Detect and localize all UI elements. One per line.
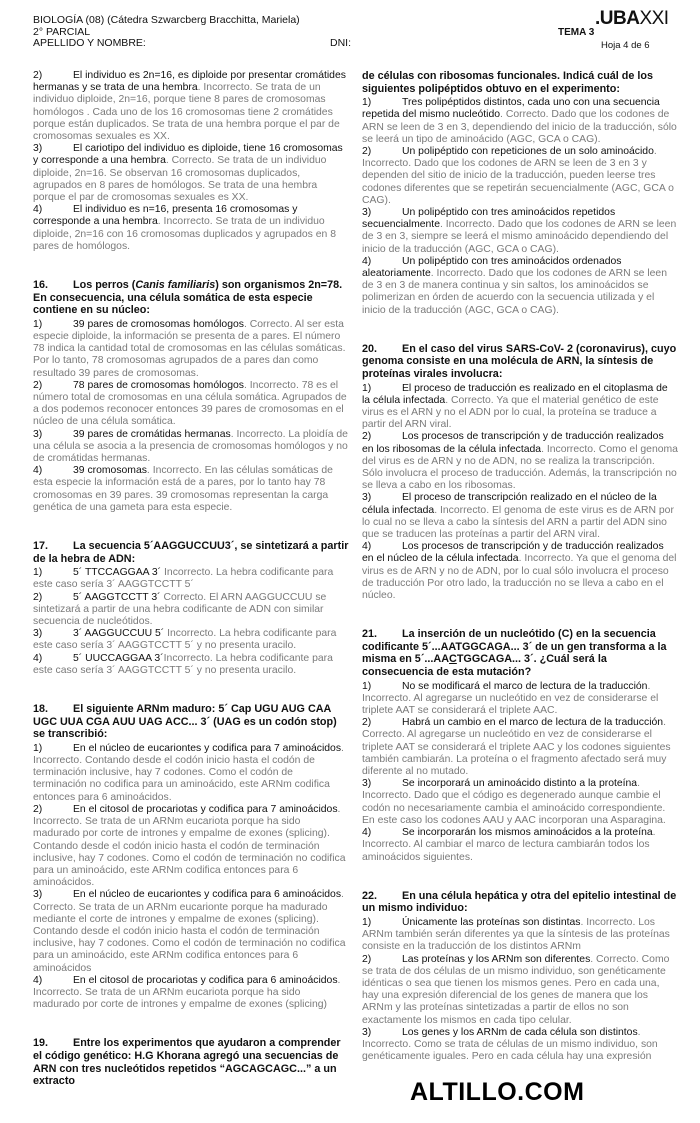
- option-explanation: . Incorrecto. Contando desde el codón inicio hasta el codón de terminación inclusive, hay 7 codones. Como el codón de terminación no codifica para un aminoácido, este ARNm codifica entonces para 6 aminoácidos.: [33, 742, 344, 803]
- option-statement: Los procesos de transcripción y de traducción realizados en los ribosomas de la célula infectada: [362, 431, 664, 455]
- underlined-nucleotide: C: [449, 653, 457, 666]
- answer-option: [33, 70, 349, 143]
- option-number: 3): [33, 889, 43, 901]
- option-number: 3): [33, 628, 43, 640]
- option-number: 2): [362, 146, 372, 157]
- question-text: La inserción de un nucleótido (C) en la secuencia codificante 5´...AATGGCAGA... 3´ de un gen transforma a la misma en 5´...AA: [362, 628, 667, 666]
- option-explanation: . Incorrecto. Dado que el código es degenerado aunque cambie el codón no necesariamente cambia el aminoácido correspondiente. En este caso los codones AAU y AAC incorporan una Asparagina.: [362, 778, 666, 826]
- question-prompt: [362, 890, 678, 915]
- option-statement: Tres polipéptidos distintos, cada uno con una secuencia repetida del mismo nucleótido: [362, 97, 660, 121]
- answer-option: [33, 804, 349, 889]
- name-label: APELLIDO Y NOMBRE:: [33, 37, 146, 49]
- answer-option: [362, 954, 678, 1027]
- option-number: 1): [33, 318, 43, 330]
- option-explanation: . Incorrecto. Dado que los codones de ARN se leen de 3 en 3 y dependen del sitio de inicio de la traducción, pueden leerse tres codones diferentes que se repetirán secuencialmente (AGC, GCA o CAG).: [362, 146, 674, 206]
- option-statement: El proceso de traducción es realizado en el citoplasma de la célula infectada: [362, 382, 668, 406]
- answer-option: [362, 541, 678, 602]
- option-statement: En el núcleo de eucariontes y codifica para 6 aminoácidos: [73, 889, 342, 901]
- option-statement: El individuo es n=16, presenta 16 cromosomas y corresponde a una hembra: [33, 204, 298, 228]
- question-text: Entre los experimentos que ayudaron a comprender el código genético: H.G Khorana agregó una secuencias de ARN con tres nucleótidos repetidos “AGCAGCAGC...” a un extracto: [33, 1037, 341, 1088]
- option-statement: El proceso de transcripción realizado en el núcleo de la célula infectada: [362, 492, 657, 516]
- option-explanation: . Incorrecto. Se trata de un individuo diploide, 2n=16, porque tiene 8 pares de cromosomas homólogos . Cada uno de los 16 cromosomas tiene 2 cromátides porque están duplicados. Se trata de una hembra porque el par de cromosomas sexuales es XX.: [33, 82, 340, 143]
- dni-label: DNI:: [330, 37, 351, 49]
- answer-option: [33, 628, 349, 652]
- question-text: En una célula hepática y otra del epitelio intestinal de un mismo individuo:: [362, 889, 677, 915]
- answer-option: [362, 681, 678, 718]
- option-statement: El cariotipo del individuo es diploide, tiene 16 cromosomas y corresponde a una hembra: [33, 143, 343, 167]
- question-number: 18.: [33, 703, 49, 716]
- right-column: [362, 70, 678, 1113]
- option-explanation: . Incorrecto. Al cambiar el marco de lectura cambiarán todos los aminoácidos siguientes.: [362, 827, 656, 863]
- question-prompt: [362, 343, 678, 381]
- question-number: 22.: [362, 889, 378, 902]
- option-explanation: . Correcto. Como se trata de dos células de un mismo individuo, son genéticamente idénticas o sea que tienen los mismos genes. Pero en cada una, hay una expresión diferencial de los genes de manera que los ARNm y las proteínas sintetizadas a partir de ellos no son exactamente los mismos en cada tipo celular.: [362, 953, 670, 1026]
- question-number: 17.: [33, 540, 49, 553]
- question-text: de células con ribosomas funcionales. Indicá cuál de los siguientes polipéptidos obtuvo en el experimento:: [362, 70, 654, 95]
- option-explanation: . Incorrecto. Como se trata de células de un mismo individuo, son genéticamente iguales. Pero en cada célula hay una expresión: [362, 1026, 658, 1063]
- option-number: 4): [362, 255, 372, 267]
- option-statement: 39 cromosomas: [73, 465, 147, 477]
- answer-option: [362, 146, 678, 207]
- option-number: 2): [33, 803, 43, 815]
- answer-option: [33, 653, 349, 677]
- option-number: 4): [33, 974, 43, 986]
- option-explanation: . Incorrecto. Dado que los codones de ARN se leen de 3 en 3, siempre se leerá el mismo aminoácido dependiendo del inicio de la traducción (AGC, GCA o CAG).: [362, 219, 677, 255]
- option-statement: 5´ UUCCAGGAA 3´: [73, 652, 164, 664]
- option-statement: Un polipéptido con tres aminoácidos repetidos secuencialmente: [362, 207, 616, 231]
- answer-option: [362, 827, 678, 864]
- answer-option: [362, 717, 678, 778]
- question-block: [33, 1037, 349, 1087]
- option-explanation: . Incorrecto. Los ARNm también serán diferentes ya que la síntesis de las proteínas consiste en la traducción de los distintos ARNm: [362, 916, 670, 953]
- option-number: 1): [33, 742, 43, 754]
- option-number: 3): [362, 207, 372, 219]
- question-block: [362, 890, 678, 1064]
- option-number: 1): [362, 97, 372, 109]
- option-number: 2): [362, 717, 372, 729]
- option-statement: 39 pares de cromosomas homólogos: [73, 318, 244, 330]
- option-number: 2): [33, 70, 43, 81]
- option-number: 1): [362, 680, 372, 692]
- question-number: 19.: [33, 1037, 49, 1050]
- option-statement: Se incorporará un aminoácido distinto a la proteína: [402, 778, 638, 790]
- option-number: 1): [362, 916, 372, 928]
- question-prompt: [33, 540, 349, 565]
- option-statement: Habrá un cambio en el marco de lectura de la traducción: [402, 717, 664, 729]
- tema-label: TEMA 3: [558, 27, 595, 38]
- option-explanation: . Incorrecto. La ploidía de una célula se asocia a la presencia de cromosomas homólogos y no de cromátidas hermanas.: [33, 428, 348, 465]
- option-number: 2): [362, 431, 372, 443]
- question-number: 16.: [33, 279, 49, 292]
- option-explanation: . Correcto. Ya que el material genético de este virus es el ARN y no el ADN por lo cual, la proteína se traduce a partir del ARN viral.: [362, 394, 659, 431]
- question-block: [362, 70, 678, 317]
- option-explanation: . Incorrecto. Ya que el genoma del virus es de ARN y no de ADN, por lo cual sólo involucra el proceso de traducción Por otro lado, la traducción no se lleva a cabo en el núcleo.: [362, 553, 677, 602]
- exam-name: 2° PARCIAL: [33, 25, 91, 38]
- answer-option: [362, 383, 678, 432]
- answer-option: [33, 465, 349, 514]
- option-explanation: . Incorrecto. Se trata de un ARNm eucariota porque ha sido madurado por corte de intrones y empalme de exones (splicing): [33, 974, 341, 1011]
- option-explanation: . Incorrecto. Como el genoma del virus es de ARN y no de ADN, no se realiza la transcripción. Sólo involucra el proceso de traducción. Además, la transcripción no se lleva a cabo en los ribosomas.: [362, 443, 678, 492]
- option-statement: Los genes y los ARNm de cada célula son distintos: [402, 1026, 638, 1038]
- option-number: 4): [362, 827, 372, 839]
- option-explanation: . Correcto. Se trata de un individuo diploide, 2n=16. Se observan 16 cromosomas duplicados, agrupados en 8 pares de homólogos. Se trata de una hembra porque el par de cromosomas sexuales es XX.: [33, 155, 327, 204]
- option-number: 4): [33, 204, 43, 216]
- document-header: [33, 15, 300, 50]
- answer-option: [33, 975, 349, 1012]
- uba-xxi-logo: [595, 8, 669, 30]
- answer-option: [362, 97, 678, 146]
- option-statement: Las proteínas y los ARNm son diferentes: [402, 953, 591, 965]
- option-explanation: . Correcto. Se trata de un ARNm eucarionte porque ha madurado mediante el corte de intrones y empalme de exones (splicing). Contando desde el codón inicio hasta el codón de terminación inclusive, hay 7 codones. Como el codón de terminación no codifica para un aminoácido, este ARNm codifica entonces para 6 aminoácidos: [33, 889, 346, 974]
- option-statement: Únicamente las proteínas son distintas: [402, 916, 581, 928]
- option-explanation: . Incorrecto. Al agregarse un nucleótido en vez de considerarse el triplete AAT se considerará el triplete AAC.: [362, 680, 659, 717]
- option-statement: El individuo es 2n=16, es diploide por presentar cromátides hermanas y se trata de una hembra: [33, 70, 346, 94]
- answer-option: [362, 778, 678, 827]
- option-statement: Un polipéptido con repeticiones de un solo aminoácido: [402, 146, 654, 157]
- option-statement: 78 pares de cromosomas homólogos: [73, 379, 244, 391]
- option-number: 4): [362, 541, 372, 553]
- course-title: BIOLOGÍA (08) (Cátedra Szwarcberg Bracchitta, Mariela): [33, 14, 300, 26]
- option-statement: 39 pares de cromátidas hermanas: [73, 428, 231, 440]
- answer-option: [33, 380, 349, 429]
- question-prompt: [362, 70, 678, 95]
- logo-main: .UBA: [595, 8, 640, 29]
- question-prompt: [33, 703, 349, 741]
- option-number: 2): [33, 379, 43, 391]
- option-explanation: Incorrecto. La hebra codificante para este caso sería 3´ AAGGTCCTT 5´ y no presenta uracilo.: [33, 652, 333, 676]
- answer-option: [33, 592, 349, 629]
- option-explanation: Incorrecto. La hebra codificante para este caso sería 3´ AAGGTCCTT 5´: [33, 567, 334, 591]
- option-statement: 5´ TTCCAGGAA 3´: [73, 567, 162, 579]
- option-explanation: . Incorrecto. Se trata de un individuo diploide, 2n=16 con 16 cromosomas duplicados y agrupados en 8 pares de homólogos.: [33, 216, 336, 252]
- option-number: 3): [33, 143, 43, 155]
- question-block: [33, 279, 349, 514]
- answer-option: [362, 917, 678, 954]
- option-explanation: . Incorrecto. Se trata de un ARNm eucariota porque ha sido madurado por corte de intrones y empalme de exones (splicing). Contando desde el codón inicio hasta el codón de terminación inclusive, hay 7 codones. Como el codón de terminación no codifica para un aminoácido, este ARNm codifica entonces para 6 aminoácidos.: [33, 803, 346, 889]
- option-number: 4): [33, 652, 43, 664]
- altillo-watermark: ALTILLO.COM: [410, 1078, 585, 1107]
- option-statement: 5´ AAGGTCCTT 3´: [73, 591, 161, 603]
- option-explanation: . Correcto. Dado que los codones de ARN se leen de 3 en 3, dependiendo del inicio de la traducción, sólo se leerá un tipo de aminoácido (AGC, GCA o CAG).: [362, 109, 677, 145]
- page-indicator: Hoja 4 de 6: [601, 40, 650, 51]
- option-number: 3): [362, 778, 372, 790]
- option-number: 4): [33, 465, 43, 477]
- answer-option: [33, 204, 349, 253]
- answer-option: [362, 431, 678, 492]
- option-statement: Se incorporarán los mismos aminoácidos a la proteína: [402, 827, 653, 839]
- option-explanation: . Correcto. Al ser esta especie diploide, la información se presenta de a pares. El número 78 indica la cantidad total de cromosomas en las células somáticas. Por lo tanto, 78 cromosomas agrupados de a pares dan como resultado 39 pares de cromosomas.: [33, 318, 346, 379]
- question-text-continued: TGGCAGA... 3´. ¿Cuál será la consecuencia de esta mutación?: [362, 653, 607, 679]
- question-text: La secuencia 5´AAGGUCCUU3´, se sintetizará a partir de la hebra de ADN:: [33, 540, 349, 565]
- question-prompt: [362, 628, 678, 678]
- option-explanation: . Incorrecto. El genoma de este virus es de ARN por lo cual no se lleva a cabo la síntesis del ARN a partir del ADN sino que se traducen las proteínas a partir del ARN viral.: [362, 504, 674, 541]
- option-number: 3): [362, 492, 372, 504]
- question-number: 21.: [362, 628, 378, 641]
- question-prompt: [33, 1037, 349, 1087]
- option-number: 1): [362, 382, 372, 394]
- option-number: 2): [33, 591, 43, 603]
- option-number: 3): [33, 428, 43, 440]
- answer-option: [33, 889, 349, 974]
- option-statement: No se modificará el marco de lectura de la traducción: [402, 680, 648, 692]
- answer-option: [33, 429, 349, 466]
- question-block: [33, 540, 349, 677]
- question-text: En el caso del virus SARS-CoV- 2 (coronavirus), cuyo genoma consiste en una molécula de ARN, la síntesis de proteínas virales involucra:: [362, 342, 677, 381]
- question-text: El siguiente ARNm maduro: 5´ Cap UGU AUG CAA UGC UUA CGA AUU UAG ACC... 3´ (UAG es un codón stop) se transcribió:: [33, 703, 337, 741]
- option-number: 1): [33, 567, 43, 579]
- question-block: [362, 343, 678, 602]
- option-explanation: Correcto. El ARN AAGGUCCUU se sintetizará a partir de una hebra codificante de ADN con similar secuencia de nucleótidos.: [33, 591, 327, 628]
- question-text: Los perros (Canis familiaris) son organismos 2n=78. En consecuencia, una célula somática de esta especie contiene en su núcleo:: [33, 279, 343, 317]
- option-number: 2): [362, 953, 372, 965]
- option-statement: En el citosol de procariotas y codifica para 7 aminoácidos: [73, 803, 338, 815]
- answer-option: [362, 256, 678, 317]
- question-prompt: [33, 279, 349, 317]
- logo-suffix: XXI: [639, 8, 669, 29]
- answer-option: [33, 567, 349, 591]
- option-statement: En el núcleo de eucariontes y codifica para 7 aminoácidos: [73, 742, 342, 754]
- option-explanation: . Incorrecto. 78 es el número total de cromosomas en una célula somática. Agrupados de a dos podemos reconocer entonces 39 pares de cromosomas en el núcleo de una célula somática.: [33, 379, 347, 428]
- option-statement: Los procesos de transcripción y de traducción realizados en el núcleo de la célula infectada: [362, 541, 664, 565]
- species-name: Canis familiaris: [135, 279, 216, 292]
- question-block: [33, 70, 349, 253]
- option-number: 3): [362, 1026, 372, 1038]
- option-explanation: . Correcto. Al agregarse un nucleótido en vez de considerarse el triplete AAT se considerará el triplete AAC y los codones siguientes también cambiarán. La proteína o el fragmento afectado será muy diferente al no mutado.: [362, 717, 671, 778]
- answer-option: [33, 319, 349, 380]
- question-block: [33, 703, 349, 1011]
- option-explanation: . Incorrecto. En las células somáticas de esta especie la información está de a pares, por lo tanto hay 78 cromosomas en 39 pares. 39 cromosomas representan la carga genética de una gameta para esta especie.: [33, 465, 333, 513]
- question-block: [362, 628, 678, 863]
- answer-option: [362, 207, 678, 256]
- question-number: 20.: [362, 342, 378, 355]
- option-explanation: . Incorrecto. Dado que los codones de ARN se leen de 3 en 3 de manera continua y sin saltos, los aminoácidos se polimerizan en órden de acuerdo con la secuencia utilizada y el inicio de la traducción (AGC, GCA o CAG).: [362, 268, 667, 316]
- option-statement: Un polipéptido con tres aminoácidos ordenados aleatoriamente: [362, 255, 622, 280]
- answer-option: [33, 143, 349, 204]
- answer-option: [362, 492, 678, 541]
- answer-option: [362, 1027, 678, 1064]
- left-column: [33, 70, 349, 1090]
- option-statement: 3´ AAGGUCCUU 5´: [73, 628, 165, 640]
- option-statement: En el citosol de procariotas y codifica para 6 aminoácidos: [73, 974, 338, 986]
- answer-option: [33, 743, 349, 804]
- option-explanation: Incorrecto. La hebra codificante para este caso sería 3´ AAGGTCCTT 5´ y no presenta uracilo.: [33, 628, 337, 652]
